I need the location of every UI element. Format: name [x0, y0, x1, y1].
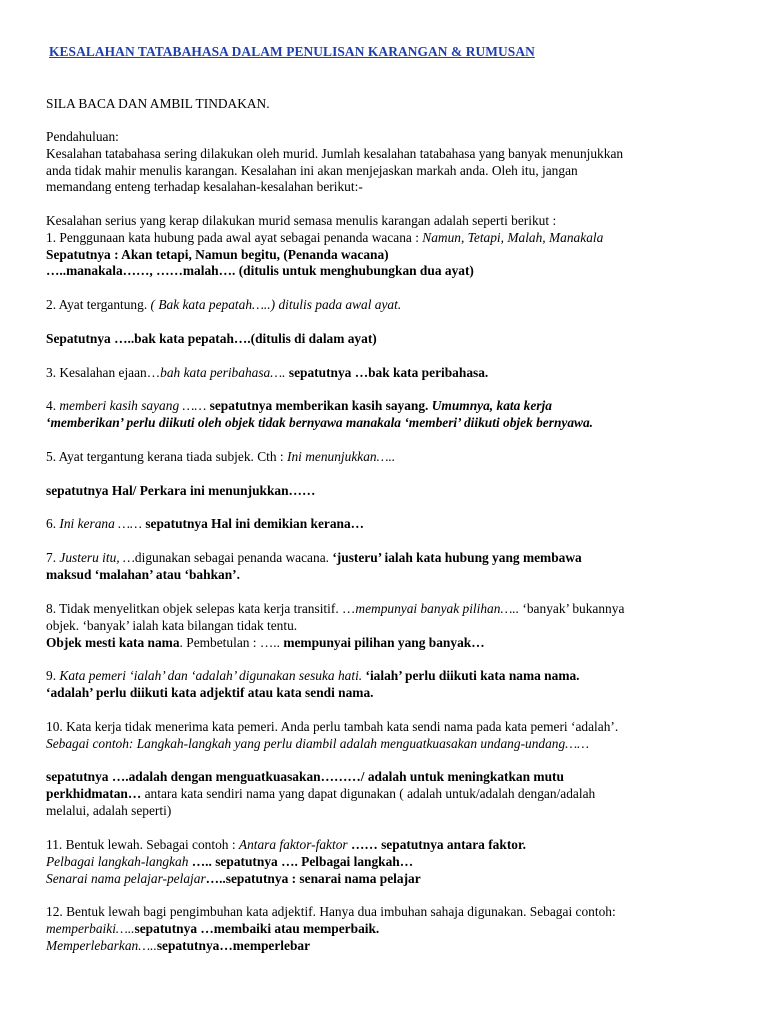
- item-4: [46, 398, 736, 432]
- item-2-example: ( Bak kata pepatah…..) ditulis pada awal ayat.: [150, 297, 402, 312]
- item-11-line-2: [46, 854, 736, 871]
- item-3: [46, 365, 736, 382]
- item-12-example-2: Memperlebarkan…..: [46, 937, 157, 953]
- item-4-note-start: Umumnya, kata kerja: [431, 398, 552, 413]
- item-8-line-2: objek. ‘banyak’ ialah kata bilangan tidak tentu.: [46, 617, 298, 633]
- item-2-line-2: [46, 331, 736, 348]
- pendahuluan-line-2: anda tidak mahir menulis karangan. Kesalahan ini akan menjejaskan markah anda. Oleh itu, jangan: [46, 162, 578, 178]
- item-8-example: mempunyai banyak pilihan…..: [355, 601, 520, 616]
- item-11-example-3: Senarai nama pelajar-pelajar: [46, 870, 206, 886]
- item-8-pembetulan: . Pembetulan : …..: [179, 634, 284, 650]
- item-5-line-2: [46, 483, 736, 500]
- item-9-example: Kata pemeri ‘ialah’ dan ‘adalah’ digunakan sesuka hati.: [59, 668, 363, 683]
- item-8-line-1: [46, 601, 736, 618]
- pendahuluan-line-1: Kesalahan tatabahasa sering dilakukan oleh murid. Jumlah kesalahan tatabahasa yang banyak menunjukkan: [46, 145, 624, 161]
- item-10-note: antara kata sendiri nama yang dapat digunakan ( adalah untuk/adalah dengan/adalah: [141, 785, 596, 801]
- item-11-line-3: [46, 871, 736, 888]
- item-11-correction-2: ….. sepatutnya …. Pelbagai langkah…: [188, 853, 414, 869]
- item-1-usage: …..manakala……, ……malah…. (ditulis untuk menghubungkan dua ayat): [46, 263, 474, 279]
- item-12-correction-1: sepatutnya …membaiki atau memperbaik.: [134, 920, 380, 936]
- item-10-bottom: [46, 769, 736, 819]
- item-8-correction: mempunyai pilihan yang banyak…: [283, 634, 485, 650]
- item-6: [46, 516, 736, 533]
- item-12-line-2: [46, 921, 736, 938]
- item-7-note-start: ‘justeru’ ialah kata hubung yang membawa: [332, 550, 582, 565]
- item-11-correction-1: …… sepatutnya antara faktor.: [347, 837, 527, 852]
- item-8-rule: Objek mesti kata nama: [46, 634, 180, 650]
- item-12: [46, 904, 736, 954]
- lead-text: Kesalahan serius yang kerap dilakukan murid semasa menulis karangan adalah seperti berikut :: [46, 213, 557, 228]
- item-11-line-1: [46, 837, 736, 854]
- item-8-line-3: [46, 635, 736, 652]
- item-7-note: maksud ‘malahan’ atau ‘bahkan’.: [46, 566, 240, 582]
- item-9-number: 9.: [46, 668, 60, 683]
- item-10-example: Sebagai contoh: Langkah-langkah yang perlu diambil adalah menguatkuasakan undang-undang……: [46, 735, 590, 751]
- item-10-correction-end: perkhidmatan…: [46, 785, 142, 801]
- item-4-number: 4.: [46, 398, 60, 413]
- item-7-number: 7.: [46, 550, 60, 565]
- item-4-line-1: [46, 398, 736, 415]
- pendahuluan-section: [46, 129, 736, 196]
- document-title: KESALAHAN TATABAHASA DALAM PENULISAN KARANGAN & RUMUSAN: [49, 44, 535, 59]
- item-5-text: 5. Ayat tergantung kerana tiada subjek. Cth :: [46, 449, 287, 464]
- intro-heading-text: SILA BACA DAN AMBIL TINDAKAN.: [46, 96, 270, 111]
- item-6-example: Ini kerana ……: [59, 516, 146, 531]
- item-10-line-4: [46, 786, 736, 803]
- item-1-examples: Namun, Tetapi, Malah, Manakala: [422, 229, 604, 245]
- item-9-rule-2: ‘adalah’ perlu diikuti kata adjektif atau kata sendi nama.: [46, 684, 374, 700]
- item-9-rule-1: ‘ialah’ perlu diikuti kata nama nama.: [362, 668, 580, 683]
- item-11-text: 11. Bentuk lewah. Sebagai contoh :: [46, 837, 239, 852]
- item-7-example: Justeru itu, …: [59, 550, 135, 565]
- item-12-line-1: 12. Bentuk lewah bagi pengimbuhan kata adjektif. Hanya dua imbuhan sahaja digunakan. Sebagai contoh:: [46, 904, 616, 919]
- item-2-text: 2. Ayat tergantung.: [46, 297, 151, 312]
- item-3-example: bah kata peribahasa….: [160, 365, 286, 380]
- item-10-note-end: melalui, adalah seperti): [46, 802, 172, 818]
- item-3-text: 3. Kesalahan ejaan…: [46, 365, 161, 380]
- item-1-correction: Sepatutnya : Akan tetapi, Namun begitu, (Penanda wacana): [46, 246, 389, 262]
- item-11-example-2: Pelbagai langkah-langkah: [46, 853, 189, 869]
- item-11-example-1: Antara faktor-faktor: [238, 837, 348, 852]
- intro-heading: [46, 96, 736, 113]
- item-8-text: 8. Tidak menyelitkan objek selepas kata kerja transitif. …: [46, 601, 356, 616]
- item-11-correction-3: …..sepatutnya : senarai nama pelajar: [205, 870, 421, 886]
- item-12-example-1: memperbaiki…..: [46, 920, 135, 936]
- item-1-text: 1. Penggunaan kata hubung pada awal ayat sebagai penanda wacana :: [46, 229, 423, 245]
- item-4-correction: sepatutnya memberikan kasih sayang.: [209, 398, 432, 413]
- item-6-number: 6.: [46, 516, 60, 531]
- item-10-top: [46, 719, 736, 753]
- item-12-correction-2: sepatutnya…memperlebar: [156, 937, 311, 953]
- item-2-correction: Sepatutnya …..bak kata pepatah….(ditulis di dalam ayat): [46, 331, 377, 346]
- item-7-text: digunakan sebagai penanda wacana.: [134, 550, 333, 565]
- item-11: [46, 837, 736, 887]
- item-7-line-1: [46, 550, 736, 567]
- item-12-line-3: [46, 938, 736, 955]
- item-8: [46, 601, 736, 651]
- item-10-line-1: 10. Kata kerja tidak menerima kata pemeri. Anda perlu tambah kata sendi nama pada kata pemeri ‘adalah’.: [46, 719, 619, 734]
- item-4-note: ‘memberikan’ perlu diikuti oleh objek tidak bernyawa manakala ‘memberi’ diikuti objek bernyawa.: [46, 414, 594, 430]
- pendahuluan-line-3: memandang enteng terhadap kesalahan-kesalahan berikut:-: [46, 179, 363, 195]
- item-10-correction: sepatutnya ….adalah dengan menguatkuasakan………/ adalah untuk meningkatkan mutu: [46, 769, 564, 784]
- item-5-correction: sepatutnya Hal/ Perkara ini menunjukkan……: [46, 483, 316, 498]
- item-9: [46, 668, 736, 702]
- item-4-example: memberi kasih sayang ……: [59, 398, 210, 413]
- item-8-text-rest: ‘banyak’ bukannya: [519, 601, 625, 616]
- item-1-section: [46, 213, 736, 280]
- item-5-line-1: [46, 449, 736, 466]
- pendahuluan-label: Pendahuluan:: [46, 129, 119, 144]
- item-7: [46, 550, 736, 584]
- item-6-correction: sepatutnya Hal ini demikian kerana…: [145, 516, 365, 531]
- item-1-line-1: [46, 230, 736, 247]
- item-2-line-1: [46, 297, 736, 314]
- item-3-correction: sepatutnya …bak kata peribahasa.: [285, 365, 489, 380]
- item-9-line-1: [46, 668, 736, 685]
- item-5-example: Ini menunjukkan…..: [286, 449, 396, 464]
